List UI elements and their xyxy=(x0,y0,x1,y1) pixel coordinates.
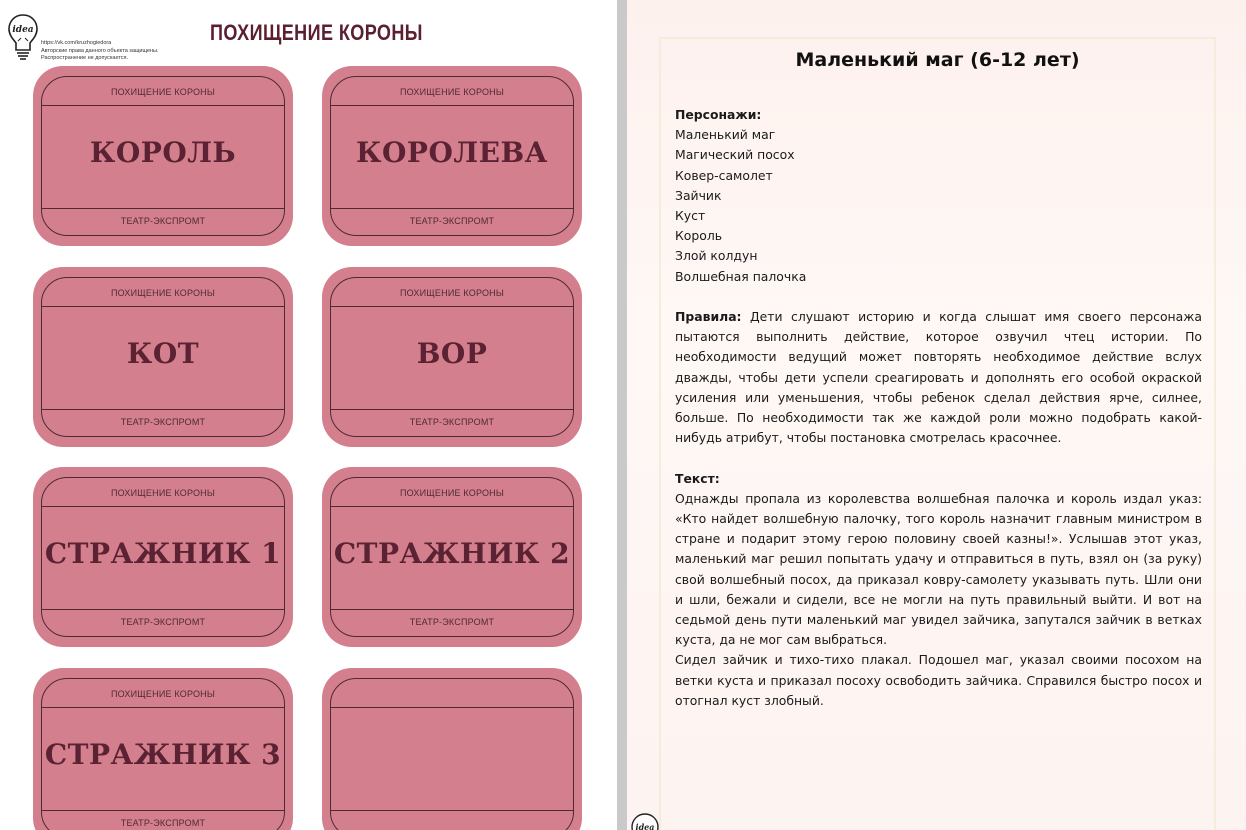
card-role: КОТ xyxy=(126,337,200,370)
copyright-line-3: Распространение не допускается. xyxy=(41,55,129,61)
card-divider-top xyxy=(41,105,285,106)
script-sheet xyxy=(659,37,1216,830)
card-role: КОРОЛЕВА xyxy=(356,136,548,169)
card-divider-bottom xyxy=(41,810,285,811)
card-header: ПОХИЩЕНИЕ КОРОНЫ xyxy=(110,488,216,498)
script-body xyxy=(675,105,1202,711)
logo-text: idea xyxy=(12,25,34,35)
lightbulb-logo-icon xyxy=(630,812,660,830)
card-footer: ТЕАТР-ЭКСПРОМТ xyxy=(120,216,206,226)
character-item: Король xyxy=(675,228,723,244)
card-footer: ТЕАТР-ЭКСПРОМТ xyxy=(120,417,206,427)
right-page xyxy=(627,0,1246,830)
card-footer: ТЕАТР-ЭКСПРОМТ xyxy=(120,617,206,627)
card-divider-bottom xyxy=(330,810,574,811)
card-role: КОРОЛЬ xyxy=(89,136,237,169)
left-page xyxy=(0,0,617,830)
card-header: ПОХИЩЕНИЕ КОРОНЫ xyxy=(110,87,216,97)
card-divider-bottom xyxy=(41,208,285,209)
page-gap xyxy=(617,0,627,830)
story-paragraph-2: Сидел зайчик и тихо-тихо плакал. Подошел маг, указал своими посохом на ветки куста и приказал посоху освободить зайчика. Справился быстро посох и отогнал куст злобный. xyxy=(675,652,1202,708)
rules-section xyxy=(675,307,1202,448)
copyright-note xyxy=(41,40,159,63)
card-divider-top xyxy=(41,707,285,708)
text-section xyxy=(675,469,1202,711)
card-footer: ТЕАТР-ЭКСПРОМТ xyxy=(409,216,495,226)
card-divider-bottom xyxy=(330,409,574,410)
characters-section xyxy=(675,105,1202,287)
card-divider-top xyxy=(330,506,574,507)
role-card-guard-2 xyxy=(322,467,582,647)
character-item: Зайчик xyxy=(675,187,722,203)
role-card-thief xyxy=(322,267,582,447)
story-paragraph-1: Однажды пропала из королевства волшебная палочка и король издал указ: «Кто найдет волшебную палочку, того король назначит главным министром в стране и подарит этому герою половину своей казны!». Услышав этот указ, маленький маг решил попытать удачу и отправиться в путь, взял он (за руку) свой волшебный посох, да приказал ковру-самолету указывать путь. Шли они и шли, бежали и сидели, все не могли на путь правильный выйти. И вот на седьмой день пути маленький маг увидел зайчика, запутался зайчик в ветках куста, да не мог сам выбраться. xyxy=(675,490,1202,648)
card-divider-bottom xyxy=(41,409,285,410)
card-role: СТРАЖНИК 2 xyxy=(333,537,571,570)
card-divider-top xyxy=(330,306,574,307)
character-item: Ковер-самолет xyxy=(675,167,773,183)
role-card-guard-3 xyxy=(33,668,293,830)
card-header: ПОХИЩЕНИЕ КОРОНЫ xyxy=(110,689,216,699)
card-frame xyxy=(330,678,574,830)
card-header: ПОХИЩЕНИЕ КОРОНЫ xyxy=(399,87,505,97)
card-header: ПОХИЩЕНИЕ КОРОНЫ xyxy=(399,288,505,298)
copyright-line-1: https://vk.com/kruzhogiedora xyxy=(41,40,112,46)
card-divider-top xyxy=(330,707,574,708)
card-footer: ТЕАТР-ЭКСПРОМТ xyxy=(120,818,206,828)
card-divider-top xyxy=(330,105,574,106)
script-title: Маленький маг (6-12 лет) xyxy=(795,49,1080,71)
card-footer: ТЕАТР-ЭКСПРОМТ xyxy=(409,617,495,627)
role-card-king xyxy=(33,66,293,246)
role-card-guard-1 xyxy=(33,467,293,647)
card-divider-top xyxy=(41,506,285,507)
card-header: ПОХИЩЕНИЕ КОРОНЫ xyxy=(399,488,505,498)
character-item: Волшебная палочка xyxy=(675,268,807,284)
rules-text: Дети слушают историю и когда слышат имя своего персонажа пытаются выполнить действие, которое озвучил чтец истории. По необходимости ведущий может повторять необходимое действие вслух дважды, чтобы дети успели среагировать и дополнять его особой окраской усиления или уменьшения, чтобы ребенок сделал действия ярче, силнее, больше. По необходимости так же каждой роли можно подобрать какой-нибудь атрибут, чтобы постановка смотрелась красочнее. xyxy=(675,309,1202,446)
rules-heading: Правила: xyxy=(675,309,742,325)
text-heading: Текст: xyxy=(675,470,720,486)
card-divider-bottom xyxy=(41,609,285,610)
card-role: СТРАЖНИК 1 xyxy=(44,537,282,570)
copyright-line-2: Авторские права данного объекта защищены. xyxy=(41,47,159,54)
character-item: Маленький маг xyxy=(675,127,776,143)
role-card-cat xyxy=(33,267,293,447)
character-item: Куст xyxy=(675,208,706,224)
card-footer: ТЕАТР-ЭКСПРОМТ xyxy=(409,417,495,427)
card-header: ПОХИЩЕНИЕ КОРОНЫ xyxy=(110,288,216,298)
role-card-queen xyxy=(322,66,582,246)
logo-text: idea xyxy=(635,822,655,830)
lightbulb-logo-icon xyxy=(6,12,40,64)
character-item: Злой колдун xyxy=(675,248,758,264)
card-role: СТРАЖНИК 3 xyxy=(44,738,282,771)
card-divider-top xyxy=(41,306,285,307)
page-title: ПОХИЩЕНИЕ КОРОНЫ xyxy=(210,20,423,45)
card-role: ВОР xyxy=(416,337,488,370)
role-card-blank xyxy=(322,668,582,830)
card-divider-bottom xyxy=(330,208,574,209)
character-item: Магический посох xyxy=(675,147,795,163)
card-divider-bottom xyxy=(330,609,574,610)
characters-heading: Персонажи: xyxy=(675,107,762,122)
